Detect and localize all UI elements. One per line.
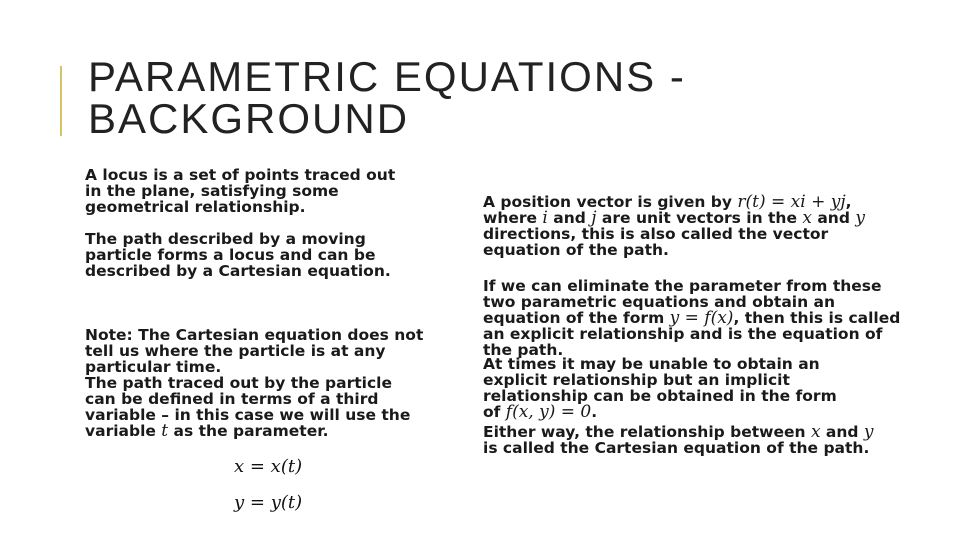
path-description: The path described by a moving particle forms a locus and can be described by a Cartesian equation. [85, 230, 391, 280]
note-paragraph [85, 327, 455, 375]
math-y: y [855, 208, 865, 228]
math-t: t [161, 421, 169, 441]
parameter-text-a: The path traced out by the particle can be defined in terms of a third variable – in this case we will use the variable [85, 374, 411, 440]
math-x2: x [810, 422, 821, 442]
cartesian-text-c: is called the Cartesian equation of the path. [483, 439, 870, 457]
math-y-fx: y = f(x) [669, 308, 734, 328]
math-j: j [591, 208, 597, 228]
pv-text-e: and [811, 209, 856, 227]
cartesian-equation-paragraph [483, 424, 883, 456]
math-i: i [542, 208, 548, 228]
explicit-text-b: , then this is called an explicit relationship and is the equation of the path. [483, 309, 901, 359]
title-line-1: PARAMETRIC EQUATIONS - [88, 53, 686, 100]
title-line-2: BACKGROUND [88, 95, 410, 142]
implicit-text-b: . [591, 403, 598, 421]
pv-text-c: and [547, 209, 592, 227]
math-rt: r(t) = xi + yj [737, 192, 846, 212]
slide-title [88, 53, 686, 142]
math-x: x [802, 208, 812, 228]
pv-text-b: , where [483, 193, 852, 227]
note-label: Note: [85, 326, 133, 344]
implicit-relationship-paragraph [483, 356, 853, 420]
equation-y: y = y(t) [234, 492, 303, 513]
pv-text-f: directions, this is also called the vector equation of the path. [483, 225, 829, 259]
pv-text-d: are unit vectors in the [596, 209, 803, 227]
locus-definition: A locus is a set of points traced out in the plane, satisfying some geometrical relationship. [85, 166, 396, 216]
title-accent-bar [60, 66, 62, 136]
explicit-text-a: If we can eliminate the parameter from these two parametric equations and obtain an equation of the form [483, 277, 882, 327]
parameter-paragraph [85, 375, 425, 439]
pv-text-a: A position vector is given by [483, 193, 738, 211]
cartesian-text-b: and [820, 423, 864, 441]
position-vector-paragraph [483, 194, 893, 258]
math-fxy: f(x, y) = 0 [505, 402, 592, 422]
math-y2: y [863, 422, 874, 442]
implicit-text-a: At times it may be unable to obtain an explicit relationship but an implicit relationship can be obtained in the form of [483, 355, 837, 421]
note-text: The Cartesian equation does not tell us where the particle is at any particular time. [85, 326, 424, 376]
cartesian-text-a: Either way, the relationship between [483, 423, 811, 441]
equation-x: x = x(t) [234, 456, 303, 477]
explicit-relationship-paragraph [483, 278, 903, 358]
parameter-text-b: as the parameter. [168, 422, 329, 440]
